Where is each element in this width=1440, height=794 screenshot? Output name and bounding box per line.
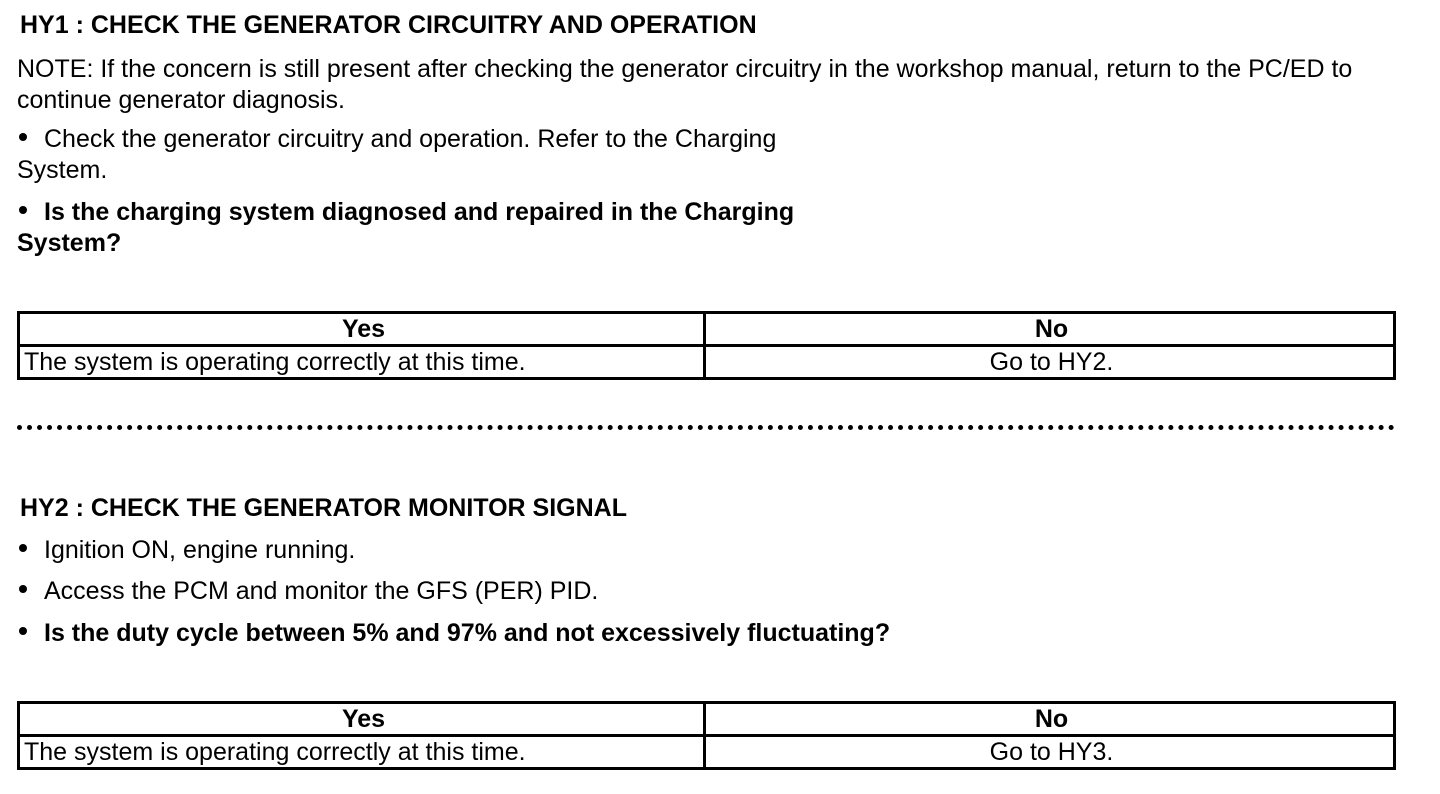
section-title-hy1: HY1 : CHECK THE GENERATOR CIRCUITRY AND OPERATION xyxy=(20,11,757,39)
note-text: NOTE: If the concern is still present after checking the generator circuitry in the workshop manual, return to the PC/ED to continue generator diagnosis. xyxy=(17,55,1353,114)
section-title-hy2: HY2 : CHECK THE GENERATOR MONITOR SIGNAL xyxy=(20,494,627,522)
no-cell: Go to HY3. xyxy=(705,736,1395,769)
question-text: Is the charging system diagnosed and repaired in the Charging xyxy=(44,198,795,226)
table-header-row xyxy=(19,703,1395,736)
yes-header: Yes xyxy=(19,703,705,736)
no-cell: Go to HY2. xyxy=(705,346,1395,379)
bullet-icon xyxy=(19,627,27,635)
step-item xyxy=(17,124,776,186)
decision-table-hy2 xyxy=(17,701,1396,770)
yes-cell: The system is operating correctly at this time. xyxy=(19,346,705,379)
question-item xyxy=(17,618,890,649)
no-header: No xyxy=(705,313,1395,346)
table-row xyxy=(19,736,1395,769)
bullet-icon xyxy=(19,133,27,141)
bullet-icon xyxy=(19,206,27,214)
yes-cell: The system is operating correctly at this time. xyxy=(19,736,705,769)
question-text: Is the duty cycle between 5% and 97% and not excessively fluctuating? xyxy=(44,619,891,647)
section-divider xyxy=(17,425,1395,430)
table-row xyxy=(19,346,1395,379)
bullet-icon xyxy=(19,585,27,593)
yes-header: Yes xyxy=(19,313,705,346)
question-item xyxy=(17,197,794,259)
bullet-icon xyxy=(19,544,27,552)
table-header-row xyxy=(19,313,1395,346)
decision-table-hy1 xyxy=(17,311,1396,380)
step-text: Access the PCM and monitor the GFS (PER) PID. xyxy=(44,577,599,605)
step-item xyxy=(17,535,355,566)
step-item xyxy=(17,576,598,607)
question-text-continued: System? xyxy=(17,229,122,257)
step-text: Check the generator circuitry and operation. Refer to the Charging xyxy=(44,125,777,153)
step-text-continued: System. xyxy=(17,156,108,184)
step-text: Ignition ON, engine running. xyxy=(44,536,356,564)
no-header: No xyxy=(705,703,1395,736)
